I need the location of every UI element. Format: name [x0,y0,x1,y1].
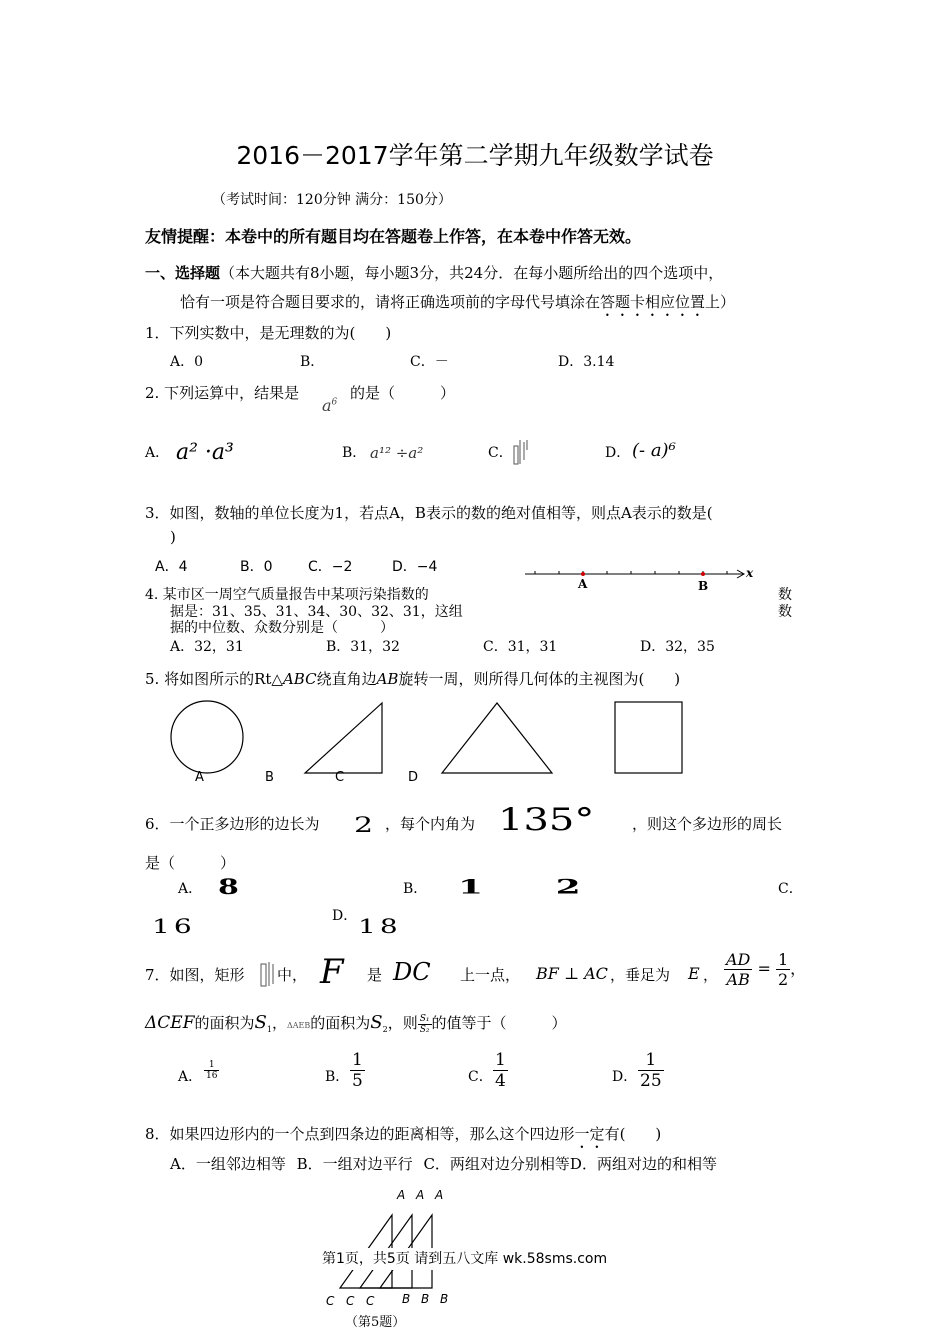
q5-label-d: D [408,770,419,785]
reminder-text: 本卷中的所有题目均在答题卷上作答，在本卷中作答无效。 [225,227,642,246]
q7-s2: S [370,1012,383,1033]
figure-top-label-2: A [416,1188,425,1202]
q2-a: a [322,396,332,415]
q2-option-a-label: A． [145,445,170,461]
section1-line1 [145,262,723,283]
q8-stem-end: 有( ) [604,1125,662,1143]
q2-option-c-garbled-icon [512,438,532,468]
q3-option-a: A．4 [155,559,188,575]
q7-ratio-eq: = [757,959,771,978]
q7-ratio-frac [724,950,752,989]
q7-ratio-val [776,950,790,989]
q5-shapes-figure [160,695,700,780]
q2-option-a-expr: a² ·a³ [176,440,234,465]
q2-stem [145,382,299,403]
q4-line1: 4. 某市区一周空气质量报告中某项污染指数的 [145,587,429,603]
q7-is: 是 [367,966,383,984]
q3-stem: 3．如图，数轴的单位长度为1，若点A，B表示的数的绝对值相等，则点A表示的数是( [145,504,713,522]
q7-perp: BF ⊥ AC [536,964,608,983]
q7-s-ratio-den: S₂ [419,1024,430,1035]
q5-ab: AB [376,670,399,688]
q7-option-c-den: 4 [495,1071,506,1091]
q4-line1-right: 数 [778,587,792,603]
figure-bottom-label-4: B [402,1292,411,1306]
section1-desc1: （本大题共有8小题，每小题3分，共24分．在每小题所给出的四个选项中， [220,264,724,282]
q6-stem-mid: ，每个内角为 [385,815,476,833]
q7-option-a-den: 16 [206,1071,218,1081]
figure-bottom-label-2: C [346,1294,355,1308]
q7-ratio-den: AB [726,970,750,989]
point-a-label: A [578,577,588,591]
section1-desc2a: 恰有一项是符合题目要求的，请将正确选项前的字母代号填涂在 [180,293,601,311]
q5-stem-end: 旋转一周，则所得几何体的主视图为( ) [398,670,681,688]
q2-stem-text: 2. 下列运算中，结果是 [145,384,300,402]
section1-line2 [180,291,735,320]
q7-option-a-label: A． [178,1069,203,1085]
q2-stem-math [322,396,337,415]
q6-option-c-value: 16 [152,914,196,939]
q5-circle-shape [171,701,243,773]
q2-option-c-label: C． [488,445,513,461]
q2-stem-end: 的是（ ） [350,384,456,402]
reminder [145,224,641,247]
section1-heading: 一、选择题 [145,264,221,282]
q2-option-b-expr: a¹² ÷a² [370,444,424,462]
q7-option-b-frac [350,1050,365,1091]
q5-stem [145,668,680,689]
q6-side: 2 [354,813,374,838]
q7-point-f: F [320,952,344,992]
q6-option-d-value: 18 [358,914,402,939]
figure-bottom-label-5: B [421,1292,430,1306]
q7-ratio-val-num: 1 [777,950,789,969]
q7-s1: S [254,1012,267,1033]
q7-option-d-num: 1 [638,1050,664,1071]
q7-option-c-num: 1 [495,1050,506,1070]
page-title: 2016－2017学年第二学期九年级数学试卷 [236,141,714,170]
section1-desc2c: 上） [705,293,736,311]
q7-option-c-frac [493,1050,508,1091]
q5-stem-pre: 5. 将如图所示的Rt△ [145,670,283,688]
q7-point-e: E [688,964,700,983]
q8-option-a: A．一组邻边相等 [170,1155,286,1173]
q7-ratio-num: AD [726,950,751,969]
q3-option-d: D．−4 [392,559,438,575]
figure-top-label-3: A [435,1188,444,1202]
number-line-figure [525,565,755,595]
q7-line2-b: ， [271,1014,287,1032]
q4-option-b: B．31，32 [326,639,400,655]
point-b-label: B [698,579,709,593]
q7-line2-d: ，则 [387,1014,418,1032]
q7-line2 [145,1012,567,1035]
q7-stem-mid2: 上一点， [460,966,521,984]
q7-option-a-num: 1 [204,1060,219,1071]
q6-option-a-value: 8 [218,875,239,900]
q5-isosceles-triangle-shape [442,703,552,773]
q2-option-b-label: B． [342,445,367,461]
q4-option-c: C．31，31 [483,639,558,655]
q6-stem-pre: 6．一个正多边形的边长为 [145,815,320,833]
q7-option-b-label: B． [325,1069,350,1085]
q8-stem-dot: 一定 [574,1125,605,1143]
q7-foot: ，垂足为 [610,966,671,984]
q7-tri-aeb: ΔAEB [286,1021,311,1030]
q3-option-c: C．−2 [308,559,353,575]
q5-right-triangle-shape [305,703,382,773]
q7-ratio-val-den: 2 [777,970,789,989]
q4-line2-right: 数 [778,604,792,620]
q5-rectangle-shape [615,702,682,773]
q6-option-b-label: B． [403,881,428,897]
q2-sup: 6 [331,397,338,408]
point-b-marker [701,572,705,576]
q7-line2-c: 的面积为 [310,1014,371,1032]
q7-s-ratio-num: S₁ [419,1013,430,1024]
q1-stem: 1．下列实数中，是无理数的为( ) [145,324,392,342]
figure-bottom-label-6: B [440,1292,449,1306]
axis-x-label: x [746,566,754,580]
q8-option-d: D．两组对边的和相等 [569,1155,717,1173]
q1-option-a: A．0 [170,354,204,370]
q7-comma-e: ， [703,966,719,984]
point-a-marker [581,572,585,576]
q7-stem-pre: 7．如图，矩形 [145,966,245,984]
q6-option-c-label: C． [778,881,803,897]
q1-option-c: C．－ [410,354,449,370]
q8-stem [145,1123,661,1152]
q7-line2-e: 的值等于（ ） [431,1014,567,1032]
exam-info: （考试时间：120分钟 满分：150分） [212,192,452,208]
q7-ratio-comma: ， [790,959,807,978]
q8-option-b: B．一组对边平行 [296,1155,413,1173]
q5-abc: ABC [282,670,317,688]
q3-option-b: B．0 [240,559,273,575]
q7-tri-cef: ΔCEF [145,1013,195,1033]
q7-s2-sub: 2 [382,1025,388,1034]
q6-option-b-value: 1 2 [458,875,611,899]
q7-option-c-label: C． [468,1069,493,1085]
q7-line2-a: 的面积为 [194,1014,255,1032]
reminder-label: 友情提醒： [145,227,226,246]
q6-stem-end: ，则这个多边形的周长 [632,815,783,833]
q5-label-b: B [265,770,274,785]
q8-option-c: C．两组对边分别相等 [423,1155,570,1173]
q2-option-d-label: D． [605,445,631,461]
q7-option-b-num: 1 [352,1050,363,1070]
q3-stem-end: ) [170,528,176,546]
q5-label-c: C [335,770,345,785]
q7-option-b-den: 5 [352,1071,363,1091]
q7-option-d-frac [638,1050,664,1091]
q7-option-d-label: D． [612,1069,638,1085]
q2-option-d-expr: (- a)⁶ [632,440,676,461]
q7-option-d-den: 25 [640,1071,662,1091]
q7-s1-sub: 1 [266,1025,272,1034]
section1-desc2b: 答题卡相应位置 [600,293,706,311]
q4-line3: 据的中位数、众数分别是（ ） [170,620,394,636]
q8-stem-pre: 8．如果四边形内的一个点到四条边的距离相等，那么这个四边形 [145,1125,575,1143]
q6-stem-line2: 是（ ） [145,854,236,872]
q6-option-a-label: A． [178,881,203,897]
q7-option-a-frac [204,1060,219,1081]
figure-bottom-label-3: C [366,1294,375,1308]
q5-label-a: A [195,770,204,785]
q6-angle: 135° [498,802,595,838]
q1-option-d: D．3.14 [558,354,615,370]
q4-line2: 据是：31、35、31、34、30、32、31，这组 [170,604,463,620]
figure-bottom-label-1: C [326,1294,335,1308]
footer: 第1页，共5页 请到五八文库 wk.58sms.com [322,1251,608,1267]
figure-caption: （第5题） [345,1315,406,1330]
q1-option-b: B． [300,354,325,370]
q4-option-d: D．32，35 [640,639,715,655]
figure-top-label-1: A [397,1188,406,1202]
q7-seg-dc: DC [393,958,431,986]
q7-ratio [724,950,806,989]
q6-option-d-label: D． [332,908,358,924]
q8-options [170,1153,717,1174]
q7-stem-mid: 中， [277,966,308,984]
q7-s-ratio [418,1014,432,1035]
q7-garbled-rect-icon [259,960,279,990]
q5-stem-mid: 绕直角边 [316,670,377,688]
q4-option-a: A．32，31 [170,639,244,655]
